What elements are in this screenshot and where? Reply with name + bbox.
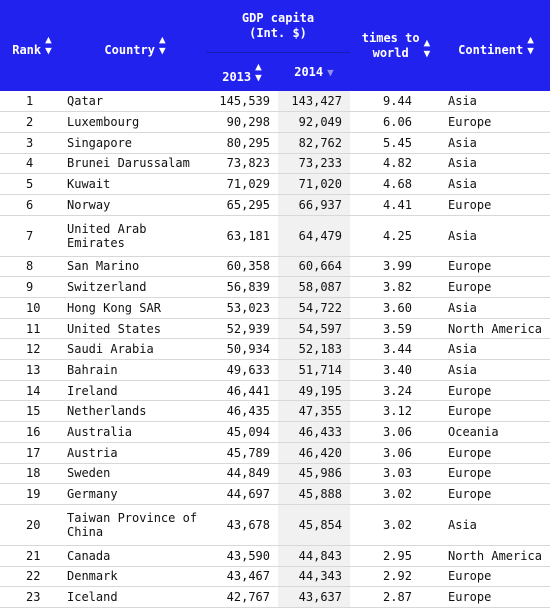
- times-to-world-cell: 3.24: [350, 380, 442, 401]
- times-to-world-cell: 9.44: [350, 91, 442, 112]
- gdp-2014-cell: 143,427: [278, 91, 350, 112]
- rank-cell: 12: [0, 339, 64, 360]
- gdp-2014-cell: 92,049: [278, 112, 350, 133]
- rank-cell: 21: [0, 545, 64, 566]
- continent-cell: Asia: [442, 132, 550, 153]
- continent-cell: Europe: [442, 442, 550, 463]
- rank-cell: 1: [0, 91, 64, 112]
- country-cell: Ireland: [64, 380, 206, 401]
- continent-cell: Europe: [442, 566, 550, 587]
- rank-cell: 19: [0, 484, 64, 505]
- gdp-2013-cell: 145,539: [206, 91, 278, 112]
- times-to-world-cell: 4.82: [350, 153, 442, 174]
- rank-cell: 11: [0, 318, 64, 339]
- table-row: [0, 194, 550, 215]
- rank-cell: 2: [0, 112, 64, 133]
- times-to-world-cell: 3.44: [350, 339, 442, 360]
- continent-cell: Europe: [442, 256, 550, 277]
- gdp-2014-cell: 54,722: [278, 298, 350, 319]
- rank-cell: 23: [0, 587, 64, 608]
- sort-arrows-icon: ▲ ▼: [423, 35, 431, 60]
- continent-cell: Asia: [442, 360, 550, 381]
- gdp-2013-cell: 90,298: [206, 112, 278, 133]
- country-cell: Austria: [64, 442, 206, 463]
- column-header-times-to-world[interactable]: [350, 0, 442, 91]
- times-to-world-cell: 4.68: [350, 174, 442, 195]
- country-cell: Saudi Arabia: [64, 339, 206, 360]
- times-to-world-cell: 4.41: [350, 194, 442, 215]
- gdp-2014-cell: 49,195: [278, 380, 350, 401]
- gdp-2013-cell: 43,590: [206, 545, 278, 566]
- table-row: [0, 504, 550, 545]
- column-header-2013[interactable]: [206, 53, 278, 92]
- gdp-2013-cell: 73,823: [206, 153, 278, 174]
- continent-cell: Europe: [442, 587, 550, 608]
- gdp-2014-cell: 54,597: [278, 318, 350, 339]
- rank-cell: 15: [0, 401, 64, 422]
- gdp-2013-cell: 71,029: [206, 174, 278, 195]
- continent-cell: Europe: [442, 484, 550, 505]
- rank-cell: 8: [0, 256, 64, 277]
- gdp-2013-cell: 80,295: [206, 132, 278, 153]
- rank-cell: 14: [0, 380, 64, 401]
- country-cell: Qatar: [64, 91, 206, 112]
- table-row: [0, 174, 550, 195]
- table-row: [0, 277, 550, 298]
- continent-cell: Asia: [442, 153, 550, 174]
- gdp-2014-cell: 64,479: [278, 215, 350, 256]
- column-header-label: Rank: [12, 43, 42, 57]
- country-cell: Brunei Darussalam: [64, 153, 206, 174]
- times-to-world-cell: 4.25: [350, 215, 442, 256]
- rank-cell: 10: [0, 298, 64, 319]
- gdp-2014-cell: 73,233: [278, 153, 350, 174]
- gdp-2013-cell: 53,023: [206, 298, 278, 319]
- table-row: [0, 566, 550, 587]
- column-header-2014[interactable]: [278, 53, 350, 92]
- gdp-2013-cell: 63,181: [206, 215, 278, 256]
- gdp-2013-cell: 52,939: [206, 318, 278, 339]
- country-cell: Singapore: [64, 132, 206, 153]
- times-to-world-cell: 3.40: [350, 360, 442, 381]
- column-header-continent[interactable]: [442, 0, 550, 91]
- table-row: [0, 256, 550, 277]
- times-to-world-cell: 3.03: [350, 463, 442, 484]
- table-row: [0, 360, 550, 381]
- times-to-world-cell: 5.45: [350, 132, 442, 153]
- continent-cell: Asia: [442, 174, 550, 195]
- gdp-2013-cell: 43,678: [206, 504, 278, 545]
- continent-cell: Europe: [442, 463, 550, 484]
- rank-cell: 16: [0, 422, 64, 443]
- table-row: [0, 153, 550, 174]
- gdp-2013-cell: 60,358: [206, 256, 278, 277]
- continent-cell: Europe: [442, 401, 550, 422]
- times-to-world-cell: 3.06: [350, 422, 442, 443]
- table-body: [0, 91, 550, 607]
- times-to-world-cell: 3.02: [350, 484, 442, 505]
- gdp-2013-cell: 49,633: [206, 360, 278, 381]
- country-cell: Taiwan Province of China: [64, 504, 206, 545]
- table-row: [0, 545, 550, 566]
- country-cell: Sweden: [64, 463, 206, 484]
- gdp-2014-cell: 71,020: [278, 174, 350, 195]
- gdp-2014-cell: 58,087: [278, 277, 350, 298]
- rank-cell: 17: [0, 442, 64, 463]
- table-row: [0, 484, 550, 505]
- table-row: [0, 91, 550, 112]
- gdp-2014-cell: 45,888: [278, 484, 350, 505]
- table-row: [0, 318, 550, 339]
- continent-cell: Europe: [442, 380, 550, 401]
- country-cell: Norway: [64, 194, 206, 215]
- country-cell: Netherlands: [64, 401, 206, 422]
- column-header-label: Country: [104, 43, 155, 57]
- gdp-2014-cell: 47,355: [278, 401, 350, 422]
- continent-cell: Asia: [442, 504, 550, 545]
- continent-cell: Asia: [442, 339, 550, 360]
- country-cell: Bahrain: [64, 360, 206, 381]
- rank-cell: 22: [0, 566, 64, 587]
- times-to-world-cell: 3.06: [350, 442, 442, 463]
- table-row: [0, 422, 550, 443]
- continent-cell: North America: [442, 318, 550, 339]
- times-to-world-cell: 2.92: [350, 566, 442, 587]
- gdp-2014-cell: 46,420: [278, 442, 350, 463]
- times-to-world-cell: 2.87: [350, 587, 442, 608]
- column-header-label: Continent: [458, 43, 524, 57]
- continent-cell: Europe: [442, 277, 550, 298]
- sort-arrows-icon: ▲ ▼: [527, 33, 534, 57]
- rank-cell: 3: [0, 132, 64, 153]
- times-to-world-cell: 3.60: [350, 298, 442, 319]
- table-row: [0, 339, 550, 360]
- rank-cell: 13: [0, 360, 64, 381]
- gdp-2014-cell: 43,637: [278, 587, 350, 608]
- column-header-rank[interactable]: [0, 0, 64, 91]
- gdp-2013-cell: 46,441: [206, 380, 278, 401]
- table-row: [0, 442, 550, 463]
- column-header-label: 2013: [222, 69, 252, 84]
- column-header-label: 2014: [294, 65, 324, 79]
- times-to-world-cell: 6.06: [350, 112, 442, 133]
- continent-cell: North America: [442, 545, 550, 566]
- times-to-world-cell: 3.59: [350, 318, 442, 339]
- table-row: [0, 401, 550, 422]
- rank-cell: 5: [0, 174, 64, 195]
- country-cell: Denmark: [64, 566, 206, 587]
- table-row: [0, 112, 550, 133]
- table-row: [0, 132, 550, 153]
- table-row: [0, 463, 550, 484]
- times-to-world-cell: 3.99: [350, 256, 442, 277]
- continent-cell: Europe: [442, 112, 550, 133]
- rank-cell: 9: [0, 277, 64, 298]
- country-cell: Switzerland: [64, 277, 206, 298]
- gdp-2014-cell: 44,843: [278, 545, 350, 566]
- table-row: [0, 587, 550, 608]
- sort-arrows-icon: ▲ ▼: [158, 33, 166, 57]
- gdp-2013-cell: 44,849: [206, 463, 278, 484]
- gdp-2014-cell: 52,183: [278, 339, 350, 360]
- rank-cell: 4: [0, 153, 64, 174]
- column-header-country[interactable]: [64, 0, 206, 91]
- country-cell: Kuwait: [64, 174, 206, 195]
- country-cell: Canada: [64, 545, 206, 566]
- column-group-label: GDP capita (Int. $): [241, 11, 315, 40]
- country-cell: Iceland: [64, 587, 206, 608]
- country-cell: Germany: [64, 484, 206, 505]
- rank-cell: 18: [0, 463, 64, 484]
- gdp-2013-cell: 43,467: [206, 566, 278, 587]
- continent-cell: Europe: [442, 194, 550, 215]
- continent-cell: Asia: [442, 215, 550, 256]
- gdp-2014-cell: 45,854: [278, 504, 350, 545]
- times-to-world-cell: 3.02: [350, 504, 442, 545]
- gdp-2013-cell: 45,789: [206, 442, 278, 463]
- gdp-2013-cell: 65,295: [206, 194, 278, 215]
- column-group-gdp-capita: [206, 0, 350, 53]
- continent-cell: Asia: [442, 91, 550, 112]
- gdp-2013-cell: 50,934: [206, 339, 278, 360]
- times-to-world-cell: 3.82: [350, 277, 442, 298]
- sort-arrows-icon: ▲ ▼: [45, 33, 52, 57]
- rank-cell: 6: [0, 194, 64, 215]
- country-cell: United States: [64, 318, 206, 339]
- table-row: [0, 215, 550, 256]
- table-row: [0, 298, 550, 319]
- country-cell: San Marino: [64, 256, 206, 277]
- column-header-label: times to world: [361, 30, 420, 60]
- sort-descending-icon: ▼: [327, 66, 334, 79]
- rank-cell: 20: [0, 504, 64, 545]
- table-row: [0, 380, 550, 401]
- country-cell: Luxembourg: [64, 112, 206, 133]
- gdp-2013-cell: 42,767: [206, 587, 278, 608]
- continent-cell: Oceania: [442, 422, 550, 443]
- country-cell: Hong Kong SAR: [64, 298, 206, 319]
- gdp-2014-cell: 66,937: [278, 194, 350, 215]
- gdp-2013-cell: 45,094: [206, 422, 278, 443]
- gdp-2013-cell: 56,839: [206, 277, 278, 298]
- gdp-2014-cell: 46,433: [278, 422, 350, 443]
- times-to-world-cell: 3.12: [350, 401, 442, 422]
- sort-arrows-icon: ▲ ▼: [255, 59, 262, 84]
- gdp-2014-cell: 60,664: [278, 256, 350, 277]
- gdp-2013-cell: 46,435: [206, 401, 278, 422]
- times-to-world-cell: 2.95: [350, 545, 442, 566]
- gdp-2013-cell: 44,697: [206, 484, 278, 505]
- continent-cell: Asia: [442, 298, 550, 319]
- gdp-2014-cell: 51,714: [278, 360, 350, 381]
- rank-cell: 7: [0, 215, 64, 256]
- gdp-2014-cell: 44,343: [278, 566, 350, 587]
- country-cell: United Arab Emirates: [64, 215, 206, 256]
- table-header: [0, 0, 550, 91]
- gdp-2014-cell: 45,986: [278, 463, 350, 484]
- country-cell: Australia: [64, 422, 206, 443]
- gdp-2014-cell: 82,762: [278, 132, 350, 153]
